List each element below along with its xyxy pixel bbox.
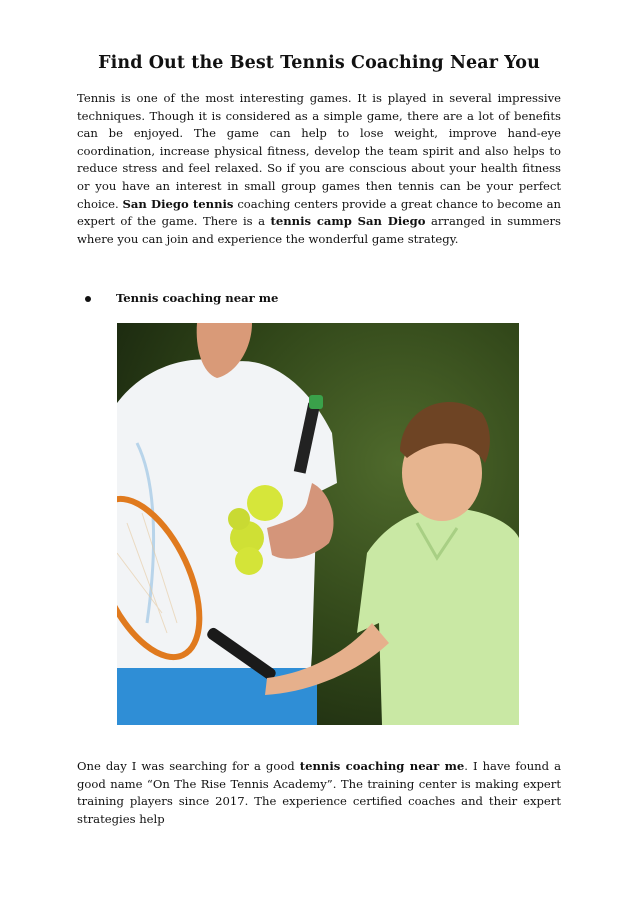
closing-text-2: . I have found a good name “On The Rise Tennis Academy”. The training center is making expert training players since 2017. The experience certified coaches and their expert strategies help xyxy=(77,759,561,826)
closing-paragraph xyxy=(77,758,561,828)
bullet-icon xyxy=(85,296,91,302)
intro-text-2: coaching centers provide a great chance to become an expert of the game. There is a xyxy=(77,196,562,229)
intro-bold-1: San Diego tennis xyxy=(122,196,234,211)
closing-text-1: One day I was searching for a good xyxy=(77,759,300,773)
bullet-label: Tennis coaching near me xyxy=(116,291,279,305)
intro-text-3: arranged in summers where you can join and experience the wonderful game strategy. xyxy=(77,214,561,246)
tennis-coaching-photo xyxy=(117,323,519,725)
intro-paragraph xyxy=(77,90,561,248)
page-title: Find Out the Best Tennis Coaching Near You xyxy=(98,53,540,73)
intro-text-1: Tennis is one of the most interesting games. It is played in several impressive techniques. Though it is considered as a simple game, there are a lot of benefits can be enjoyed. The game can help to lose weight, improve hand-eye coordination, increase physical fitness, develop the team spirit and also helps to reduce stress and feel relaxed. So if you are conscious about your health fitness or you have an interest in small group games then tennis can be your perfect choice. xyxy=(77,91,561,211)
closing-bold-1: tennis coaching near me xyxy=(299,759,465,773)
intro-bold-2: tennis camp San Diego xyxy=(270,214,426,229)
